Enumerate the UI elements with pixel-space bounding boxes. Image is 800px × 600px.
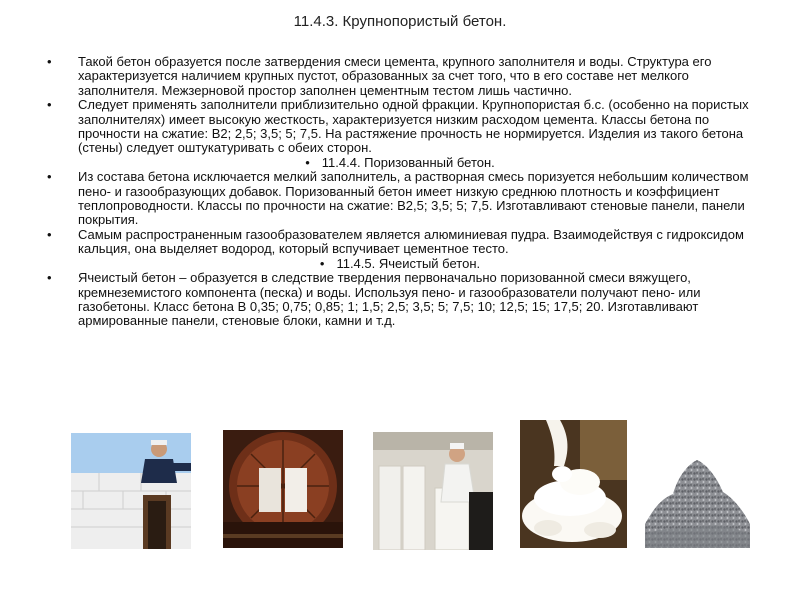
section-heading-cellular bbox=[0, 257, 800, 271]
bullet: • bbox=[47, 54, 52, 69]
gravel-pile-photo bbox=[645, 454, 750, 548]
bullet: • bbox=[47, 169, 52, 185]
paragraph-text: 11.4.4. Поризованный бетон. bbox=[321, 154, 495, 170]
bullet: • bbox=[305, 154, 310, 170]
bullet: • bbox=[47, 226, 52, 242]
bullet: • bbox=[47, 97, 52, 113]
paragraph-1 bbox=[0, 55, 800, 98]
paragraph-text: Самым распространенным газообразователем является алюминиевая пудра. Взаимодействуя с гидроксидом кальция, она выделяет водород, который вспучивает цементное тесто. bbox=[78, 226, 744, 257]
paragraph-3 bbox=[0, 170, 800, 228]
bullet: • bbox=[47, 270, 52, 286]
slide-body bbox=[0, 55, 800, 329]
section-heading-porous bbox=[0, 156, 800, 170]
paragraph-2 bbox=[0, 98, 800, 156]
paragraph-text: Ячеистый бетон – образуется в следствие твердения первоначально поризованной смеси вяжущего, кремнеземистого компонента (песка) и воды. Используя пено- и газообразователи получают пено- или газобетоны. Класс бетона В 0,35; 0,75; 0,85; 1; 1,5; 2,5; 3,5; 5; 7,5; 10; 12,5; 15; 17,5; 20. Изготавливают армированные панели, стеновые блоки, камни и т.д. bbox=[78, 270, 701, 329]
paragraph-text: Из состава бетона исключается мелкий заполнитель, а растворная смесь поризуется небольшим количеством пено- и газообразующих добавок. Поризованный бетон имеет низкую среднюю плотность и коэффициент теплопроводности. Классы по прочности на сжатие: В2,5; 3,5; 5; 7,5. Изготавливают стеновые панели, панели покрытия. bbox=[78, 169, 749, 228]
paragraph-text: Такой бетон образуется после затвердения смеси цемента, крупного заполнителя и воды. Структура его характеризуется наличием крупных пустот, образованных за счет того, что в его составе нет мелкого заполнителя. Межзерновой простор заполнен цементным тестом лишь частично. bbox=[78, 54, 712, 98]
worker-with-panels-photo bbox=[373, 432, 493, 550]
paragraph-text: Следует применять заполнители приблизительно одной фракции. Крупнопористая б.с. (особенно на пористых заполнителях) имеет высокую жесткость, характеризуется низким расходом цемента. Классы бетона по прочности на сжатие: В2; 2,5; 3,5; 5; 7,5. На растяжение прочность не нормируется. Изделия из такого бетона (стены) следует оштукатуривать с обеих сторон. bbox=[78, 97, 749, 156]
worker-laying-blocks-photo bbox=[71, 433, 191, 549]
paragraph-5 bbox=[0, 271, 800, 329]
paragraph-text: 11.4.5. Ячеистый бетон. bbox=[336, 255, 481, 271]
slide-title: 11.4.3. Крупнопористый бетон. bbox=[293, 13, 507, 30]
foam-photo bbox=[520, 420, 627, 548]
paragraph-4 bbox=[0, 228, 800, 257]
autoclave-photo bbox=[223, 430, 343, 548]
bullet: • bbox=[319, 255, 325, 271]
